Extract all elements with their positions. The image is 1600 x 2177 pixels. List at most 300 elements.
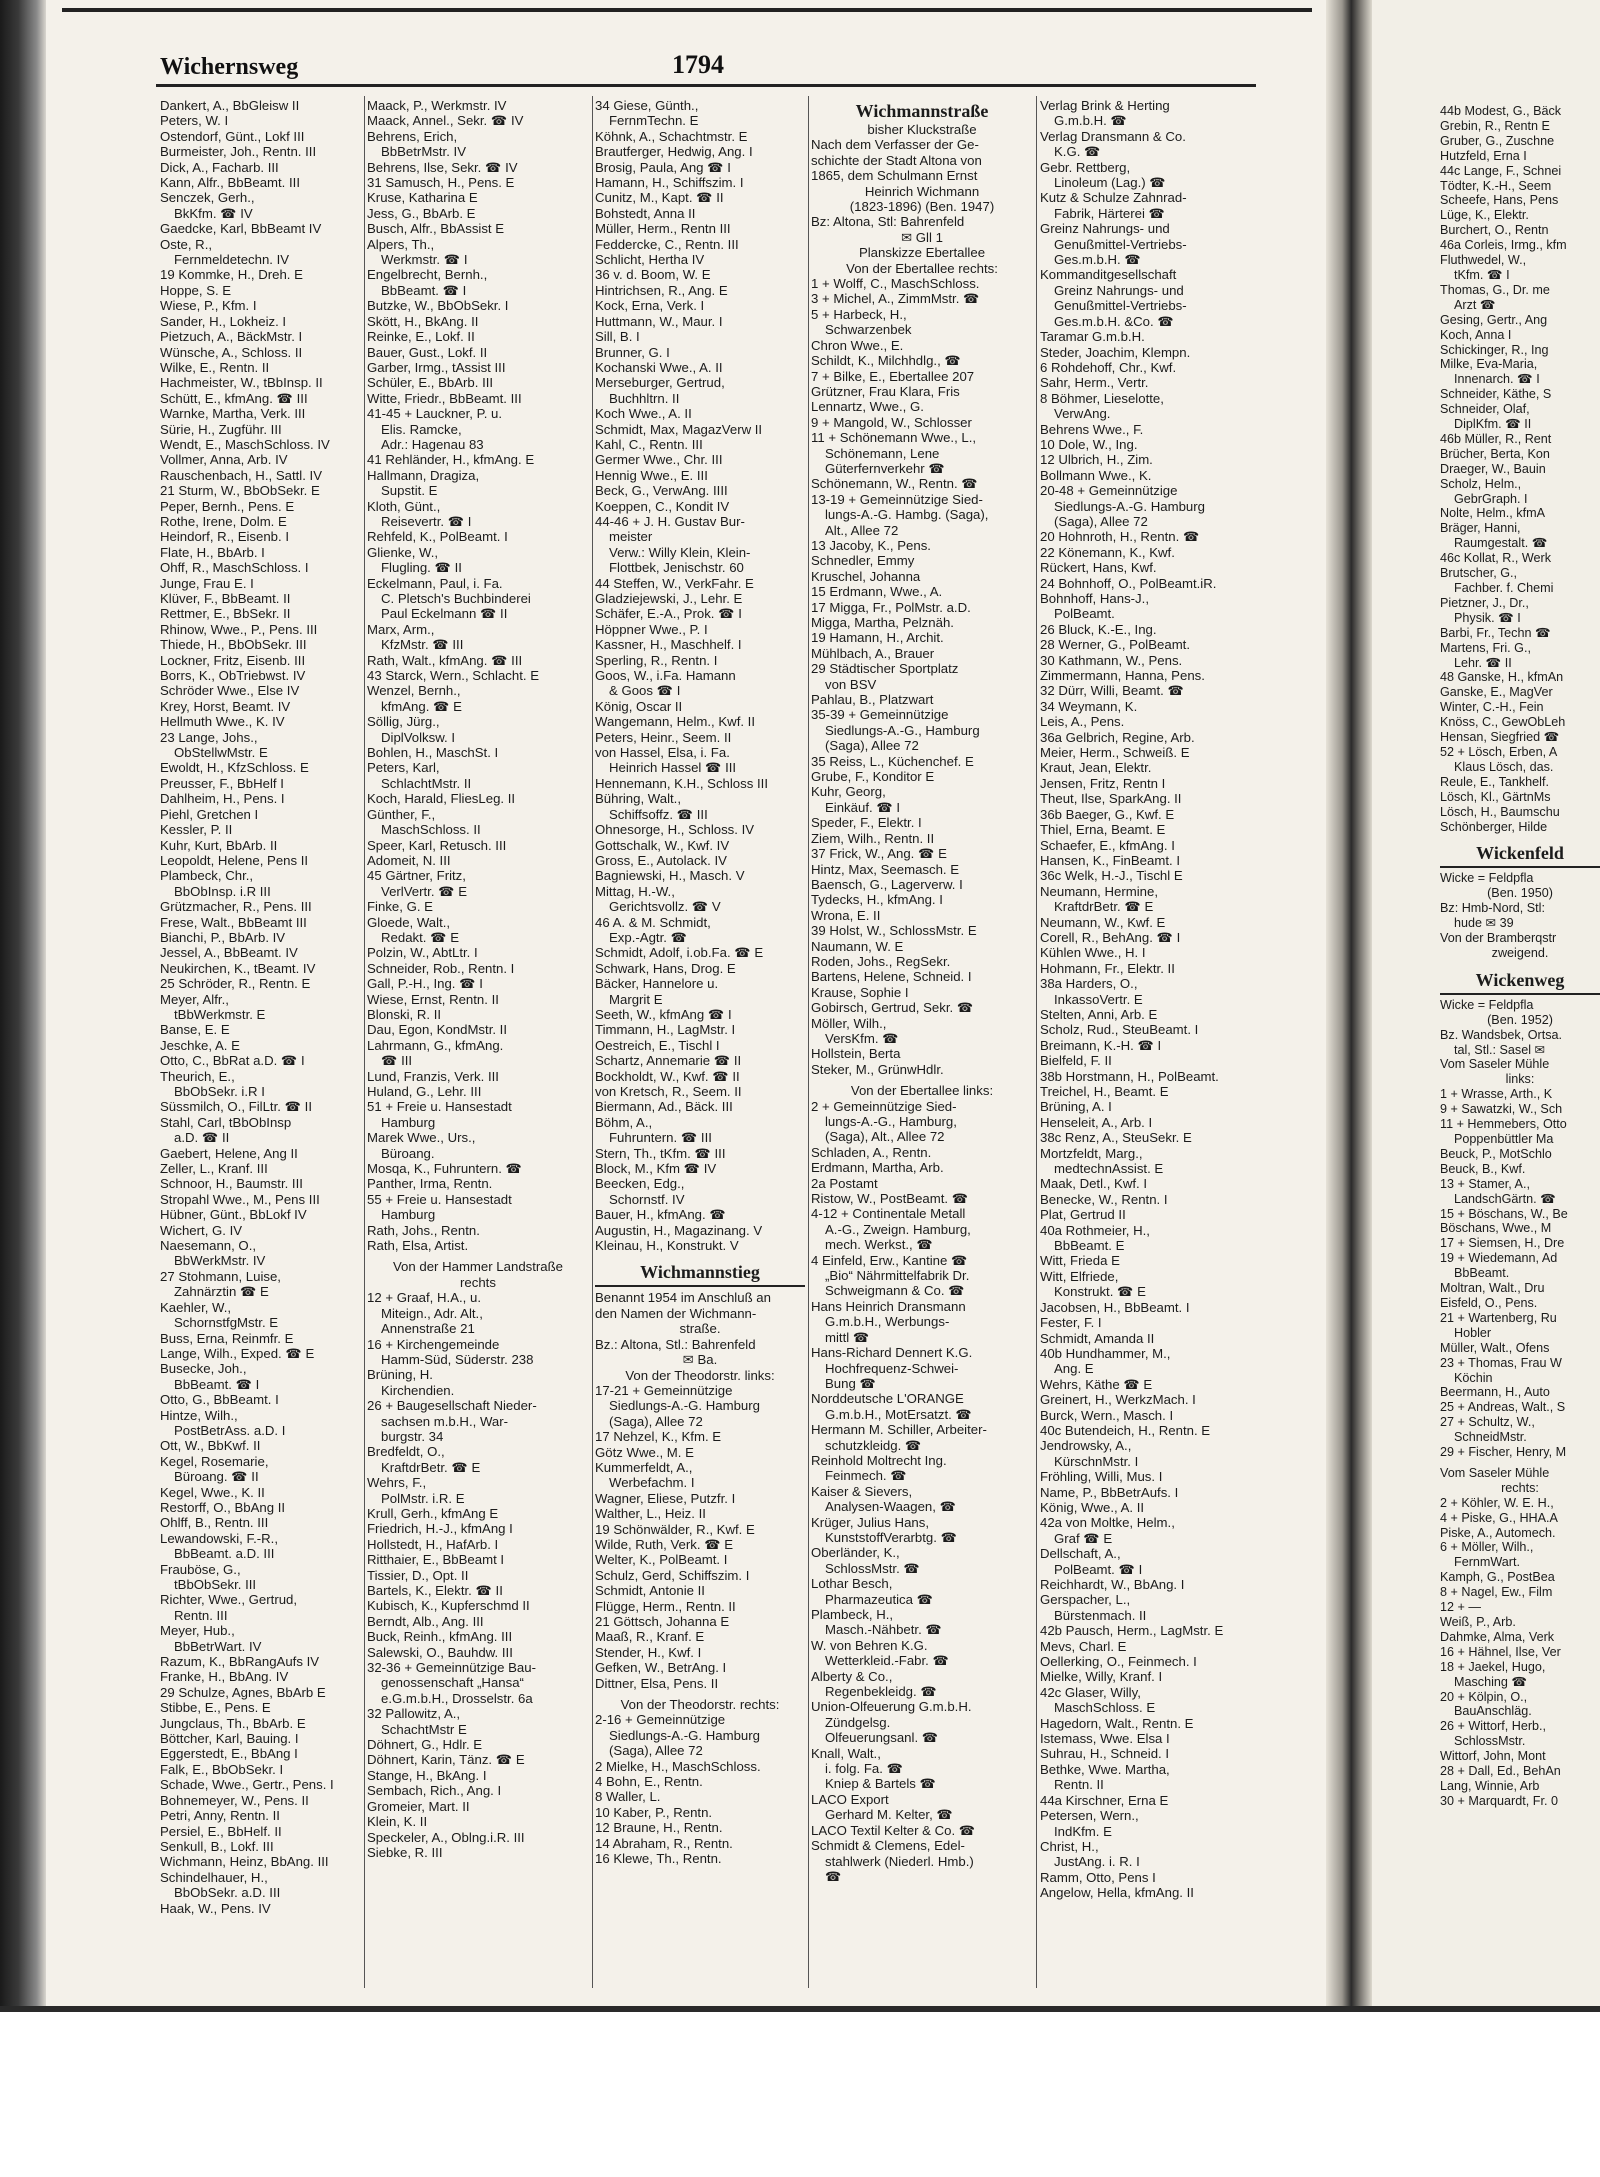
directory-entry: Tissier, D., Opt. II (367, 1567, 469, 1583)
directory-entry: 2 + Gemeinnützige Sied- (811, 1098, 957, 1114)
directory-entry: Frauböse, G., (160, 1561, 241, 1577)
directory-entry: Hamann, H., Schiffszim. I (595, 175, 744, 191)
directory-entry: Kuhr, Kurt, BbArb. II (160, 837, 278, 853)
directory-entry: Döhnert, G., Hdlr. E (367, 1737, 483, 1753)
directory-entry: schutzkleidg. ☎ (825, 1437, 922, 1453)
directory-entry: Ohnesorge, H., Schloss. IV (595, 822, 755, 838)
directory-entry: 55 + Freie u. Hansestadt (367, 1191, 512, 1207)
directory-entry: Ganske, E., MagVer (1440, 685, 1553, 700)
directory-entry: Welter, K., PolBeamt. I (595, 1552, 728, 1568)
directory-entry: Wilke, E., Rentn. II (160, 359, 270, 375)
directory-entry: Garber, Irmg., tAssist III (367, 359, 506, 375)
directory-entry: Vom Saseler Mühle (1440, 1465, 1550, 1480)
running-head-street: Wichernsweg (160, 54, 299, 80)
directory-entry: Ritthaier, E., BbBeamt I (367, 1552, 505, 1568)
directory-entry: Warnke, Martha, Verk. III (160, 406, 306, 422)
directory-entry: 40b Hundhammer, M., (1040, 1345, 1171, 1361)
directory-entry: 9 + Mangold, W., Schlosser (811, 414, 972, 430)
directory-entry: Block, M., Kfm ☎ IV (595, 1161, 717, 1177)
directory-entry: Bauer, H., kfmAng. ☎ (595, 1207, 726, 1223)
directory-entry: 30 Kathmann, W., Pens. (1040, 652, 1183, 668)
directory-entry: Petri, Anny, Rentn. II (160, 1808, 280, 1824)
directory-entry: Schlicht, Hertha IV (595, 252, 705, 268)
directory-entry: Bz: Hmb-Nord, Stl: (1440, 901, 1545, 916)
directory-entry: 28 Werner, G., PolBeamt. (1040, 637, 1191, 653)
directory-entry: KunststoffVerarbtg. ☎ (825, 1529, 958, 1545)
directory-entry: Zündgelsg. (825, 1714, 891, 1730)
directory-entry: Bühring, Walt., (595, 791, 681, 807)
directory-column-right-page (1440, 104, 1600, 1994)
directory-entry: Wicke = Feldpfla (1440, 871, 1534, 886)
directory-entry: 17-21 + Gemeinnützige (595, 1382, 733, 1398)
directory-entry: (Saga), Alt., Allee 72 (825, 1129, 945, 1145)
separator (1440, 993, 1600, 995)
directory-entry: 6 + Möller, Wilh., (1440, 1540, 1534, 1555)
directory-entry: Steker, M., GrünwHdlr. (811, 1061, 944, 1077)
directory-entry: Huland, G., Lehr. III (367, 1084, 482, 1099)
directory-entry: KfzMstr. ☎ III (381, 637, 464, 653)
directory-entry: (Saga), Allee 72 (1054, 513, 1148, 529)
directory-entry: Bz: Altona, Stl: Bahrenfeld (811, 214, 965, 230)
directory-entry: Speder, F., Elektr. I (811, 815, 922, 831)
directory-entry: Schwark, Hans, Drog. E (595, 960, 736, 976)
directory-entry: Borrs, K., ObTriebwst. IV (160, 668, 306, 684)
directory-entry: Leis, A., Pens. (1040, 714, 1125, 730)
directory-entry: Rettmer, E., BbSekr. II (160, 606, 291, 622)
directory-entry: kfmAng. ☎ E (381, 698, 462, 714)
directory-entry: Beck, G., VerwAng. IIII (595, 483, 728, 499)
directory-entry: Bockholdt, W., Kwf. ☎ II (595, 1068, 740, 1084)
directory-entry: Krull, Gerh., kfmAng E (367, 1505, 499, 1521)
directory-entry: 16 + Hähnel, Ilse, Ver (1440, 1644, 1561, 1659)
directory-entry: Hoppe, S. E (160, 282, 232, 298)
directory-entry: Hermann M. Schiller, Arbeiter- (811, 1422, 987, 1438)
directory-entry: Kuhr, Georg, (811, 784, 886, 800)
directory-entry: Fabrik, Härterei ☎ (1054, 205, 1165, 221)
directory-entry: Innenarch. ☎ I (1454, 372, 1540, 387)
directory-entry: 36 v. d. Boom, W. E (595, 267, 711, 283)
directory-entry: JustAng. i. R. I (1054, 1854, 1140, 1870)
directory-entry: Bielfeld, F. II (1040, 1053, 1112, 1069)
directory-entry: Peters, Karl, (367, 760, 440, 776)
directory-entry: Stern, Th., tKfm. ☎ III (595, 1145, 726, 1161)
directory-entry: i. folg. Fa. ☎ (825, 1761, 903, 1777)
directory-entry: 21 Sturm, W., BbObSekr. E (160, 483, 320, 499)
directory-entry: 24 Bohnhoff, O., PolBeamt.iR. (1040, 575, 1217, 591)
directory-entry: ✉ Gll 1 (901, 229, 943, 245)
directory-entry: Flottbek, Jenischstr. 60 (609, 560, 744, 576)
directory-entry: Greinz Nahrungs- und (1040, 221, 1170, 237)
directory-entry: LandschGärtn. ☎ (1454, 1191, 1556, 1206)
directory-entry: DiplVolksw. I (381, 729, 456, 745)
directory-entry: Lund, Franzis, Verk. III (367, 1068, 499, 1084)
directory-entry: Preusser, F., BbHelf I (160, 775, 284, 791)
directory-entry: Naumann, W. E (811, 938, 904, 954)
directory-entry: BbObInsp. i.R III (174, 883, 271, 899)
directory-entry: Lange, Wilh., Exped. ☎ E (160, 1345, 315, 1361)
directory-entry: 1 + Wolff, C., MaschSchloss. (811, 276, 980, 292)
directory-entry: 20-48 + Gemeinnützige (1040, 483, 1178, 499)
directory-entry: BauAnschläg. (1454, 1704, 1532, 1719)
directory-entry: Wittorf, John, Mont (1440, 1749, 1546, 1764)
directory-entry: Bohnhoff, Hans-J., (1040, 591, 1149, 606)
directory-entry: Benecke, W., Rentn. I (1040, 1191, 1168, 1207)
directory-entry: Krüger, Julius Hans, (811, 1514, 930, 1530)
directory-entry: Rothe, Irene, Dolm. E (160, 513, 287, 529)
directory-entry: 26 Bluck, K.-E., Ing. (1040, 621, 1157, 637)
directory-entry: Köchin (1454, 1370, 1493, 1385)
directory-entry: Olfeuerungsanl. ☎ (825, 1730, 939, 1746)
directory-entry: Adomeit, N. III (367, 852, 451, 868)
directory-entry: von Kretsch, R., Seem. II (595, 1084, 742, 1099)
directory-entry: Reule, E., Tankhelf. (1440, 774, 1549, 789)
directory-entry: 17 Migga, Fr., PolMstr. a.D. (811, 599, 971, 615)
directory-entry: Mielke, Willy, Kranf. I (1040, 1669, 1163, 1685)
directory-entry: Hobler (1454, 1325, 1492, 1340)
directory-entry: Bagniewski, H., Masch. V (595, 868, 745, 884)
directory-entry: Margrit E (609, 991, 663, 1007)
directory-entry: Von der Theodorstr. links: (625, 1367, 775, 1383)
directory-entry: Oberländer, K., (811, 1545, 900, 1561)
directory-entry: Schildt, K., Milchhdlg., ☎ (811, 353, 961, 369)
directory-entry: Gloede, Walt., (367, 914, 451, 930)
directory-entry: 52 + Lösch, Erben, A (1440, 744, 1558, 759)
directory-entry: Brutscher, G., (1440, 566, 1517, 581)
directory-entry: Kegel, Rosemarie, (160, 1453, 269, 1469)
directory-entry: Rath, Johs., Rentn. (367, 1222, 480, 1238)
directory-entry: Stange, H., BkAng. I (367, 1767, 487, 1783)
directory-entry: 17 + Siemsen, H., Dre (1440, 1236, 1565, 1251)
directory-entry: Baensch, G., Lagerverw. I (811, 876, 963, 892)
directory-entry: Müller, Herm., Rentn III (595, 221, 731, 237)
directory-entry: Sander, H., Lokheiz. I (160, 313, 287, 329)
directory-entry: Fuhruntern. ☎ III (609, 1130, 712, 1146)
directory-entry: Gruber, G., Zuschne (1440, 133, 1555, 148)
directory-entry: Bung ☎ (825, 1375, 876, 1391)
directory-entry: Meier, Herm., Schweiß. E (1040, 745, 1190, 761)
directory-entry: 22 Könemann, K., Kwf. (1040, 544, 1175, 560)
directory-entry: Ang. E (1054, 1361, 1094, 1377)
directory-entry: Schmidt & Clemens, Edel- (811, 1838, 965, 1854)
directory-entry: Jensen, Fritz, Rentn I (1040, 775, 1166, 791)
directory-entry: 40a Rothmeier, H., (1040, 1222, 1150, 1238)
directory-entry: BkKfm. ☎ IV (174, 205, 253, 221)
directory-entry: Kahl, C., Rentn. III (595, 436, 703, 452)
directory-entry: Siebke, R. III (367, 1844, 443, 1860)
directory-entry: Elis. Ramcke, (381, 421, 462, 437)
directory-entry: (Saga), Allee 72 (825, 738, 919, 754)
directory-entry: Gaedcke, Karl, BbBeamt IV (160, 221, 322, 237)
directory-entry: Hutzfeld, Erna I (1440, 148, 1527, 163)
directory-entry: 2-16 + Gemeinnützige (595, 1712, 726, 1728)
directory-entry: 34 Giese, Günth., (595, 98, 699, 113)
directory-entry: (Ben. 1952) (1487, 1012, 1553, 1027)
directory-entry: Verlag Brink & Herting (1040, 98, 1170, 113)
directory-entry: Annenstraße 21 (381, 1321, 475, 1337)
directory-entry: Rath, Walt., kfmAng. ☎ III (367, 652, 523, 668)
directory-entry: Weiß, P., Arb. (1440, 1615, 1516, 1629)
directory-entry: Bohlen, H., MaschSt. I (367, 745, 499, 761)
directory-entry: Büroang. ☎ II (174, 1469, 259, 1485)
directory-entry: Koch, Anna I (1440, 327, 1512, 342)
directory-entry: Stahl, Carl, tBbObInsp (160, 1114, 292, 1130)
directory-entry: Vom Saseler Mühle (1440, 1057, 1550, 1072)
directory-entry: Plambeck, Chr., (160, 868, 254, 884)
directory-entry: Jungclaus, Th., BbArb. E (160, 1715, 306, 1731)
directory-entry: Grube, F., Konditor E (811, 769, 935, 785)
directory-entry: Eckelmann, Paul, i. Fa. (367, 575, 503, 591)
directory-entry: 10 Dole, W., Ing. (1040, 436, 1138, 452)
directory-entry: DiplKfm. ☎ II (1454, 417, 1532, 432)
directory-entry: 42b Pausch, Herm., LagMstr. E (1040, 1623, 1224, 1639)
directory-entry: 2a Postamt (811, 1175, 878, 1191)
street-heading: Wichmannstraße (855, 101, 989, 121)
directory-entry: Tydecks, H., kfmAng. I (811, 892, 943, 908)
directory-entry: Brüning, H. (367, 1367, 433, 1383)
directory-entry: Huttmann, W., Maur. I (595, 313, 723, 329)
directory-entry: Otto, C., BbRat a.D. ☎ I (160, 1053, 305, 1069)
directory-entry: Schiffsoffz. ☎ III (609, 806, 708, 822)
directory-entry: 5 + Harbeck, H., (811, 306, 907, 322)
directory-entry: Bräger, Hanni, (1440, 521, 1521, 536)
directory-entry: Rhinow, Wwe., P., Pens. III (160, 621, 318, 637)
directory-entry: Siedlungs-A.-G., Hamburg (825, 722, 980, 738)
directory-entry: 19 Hamann, H., Archit. (811, 630, 944, 646)
directory-entry: Exp.-Agtr. ☎ (609, 929, 687, 945)
directory-entry: 9 + Sawatzki, W., Sch (1440, 1102, 1563, 1117)
directory-entry: 27 Stohmann, Luise, (160, 1268, 281, 1284)
directory-entry: Gaebert, Helene, Ang II (160, 1145, 298, 1161)
directory-entry: 37 Frick, W., Ang. ☎ E (811, 846, 947, 862)
directory-entry: KürschnMstr. I (1054, 1453, 1139, 1469)
directory-entry: Biermann, Ad., Bäck. III (595, 1099, 733, 1115)
directory-entry: Witt, Frieda E (1040, 1253, 1120, 1269)
directory-entry: Schröder Wwe., Else IV (160, 683, 300, 699)
directory-entry: Hans Heinrich Dransmann (811, 1298, 966, 1314)
directory-entry: BbWerkMstr. IV (174, 1253, 266, 1269)
directory-entry: Von der Hammer Landstraße (392, 1259, 564, 1275)
directory-entry: rechts (460, 1274, 496, 1290)
directory-entry: Kaiser & Sievers, (811, 1483, 913, 1499)
directory-entry: Busch, Alfr., BbAssist E (367, 221, 505, 237)
directory-entry: Hamburg (381, 1207, 436, 1223)
directory-entry: Von der Ebertallee links: (850, 1083, 994, 1099)
directory-entry: Gall, P.-H., Ing. ☎ I (367, 976, 483, 992)
directory-entry: Lewandowski, F.-R., (160, 1530, 278, 1546)
directory-entry: Döhnert, Karin, Tänz. ☎ E (367, 1752, 525, 1768)
directory-entry: Beuck, B., Kwf. (1440, 1161, 1526, 1176)
directory-entry: Lüge, K., Elektr. (1440, 208, 1529, 223)
directory-entry: PolMstr. i.R. E (381, 1490, 465, 1506)
directory-entry: Barbi, Fr., Techn ☎ (1440, 625, 1551, 640)
directory-entry: Tödter, K.-H., Seem (1440, 178, 1552, 193)
directory-entry: Böhm, A., (595, 1114, 653, 1130)
directory-entry: Henseleit, A., Arb. I (1040, 1114, 1153, 1130)
directory-entry: Dittner, Elsa, Pens. II (595, 1675, 719, 1691)
directory-entry: BbBetrWart. IV (174, 1638, 262, 1654)
directory-entry: Name, P., BbBetrAufs. I (1040, 1484, 1179, 1500)
directory-entry: Kann, Alfr., BbBeamt. III (160, 175, 301, 191)
directory-entry: Arzt ☎ (1454, 297, 1496, 312)
directory-entry: FernmWart. (1454, 1555, 1521, 1570)
directory-entry: Schüler, E., BbArb. III (367, 375, 494, 391)
directory-entry: Schneider, Rob., Rentn. I (367, 960, 515, 976)
directory-entry: Söllig, Jürg., (367, 714, 440, 730)
directory-entry: Bredfeldt, O., (367, 1444, 445, 1460)
directory-entry: Speckeler, A., Oblng.i.R. III (367, 1829, 525, 1845)
directory-entry: 35-39 + Gemeinnützige (811, 707, 949, 723)
directory-entry: Gladziejewski, J., Lehr. E (595, 591, 743, 606)
directory-entry: Kommanditgesellschaft (1040, 267, 1177, 283)
directory-entry: Neumann, W., Kwf. E (1040, 914, 1166, 930)
directory-entry: Hintze, Wilh., (160, 1407, 238, 1423)
directory-entry: KraftdrBetr. ☎ E (381, 1459, 481, 1475)
directory-entry: 43 Starck, Wern., Schlacht. E (367, 668, 539, 684)
directory-entry: 17 Nehzel, K., Kfm. E (595, 1429, 722, 1445)
directory-entry: Lösch, H., Baumschu (1440, 804, 1560, 819)
directory-entry: Bz.: Altona, Stl.: Bahrenfeld (595, 1336, 756, 1352)
directory-entry: Treichel, H., Beamt. E (1040, 1084, 1169, 1099)
directory-entry: 12 Braune, H., Rentn. (595, 1820, 723, 1836)
directory-entry: ObStellwMstr. E (174, 745, 268, 761)
directory-entry: 32 Dürr, Willi, Beamt. ☎ (1040, 683, 1184, 699)
scan-bottom-edge (0, 2006, 1600, 2012)
directory-entry: Götz Wwe., M. E (595, 1444, 694, 1460)
directory-entry: Kraut, Jean, Elektr. (1040, 760, 1152, 776)
directory-entry: 36a Gelbrich, Regine, Arb. (1040, 729, 1195, 745)
directory-entry: Jacobsen, H., BbBeamt. I (1040, 1299, 1190, 1315)
directory-entry: Gefken, W., BetrAng. I (595, 1660, 727, 1676)
directory-entry: Thiede, H., BbObSekr. III (160, 637, 307, 653)
directory-entry: Klüver, F., BbBeamt. II (160, 591, 291, 606)
directory-entry: von Hassel, Elsa, i. Fa. (595, 745, 730, 761)
separator (1440, 834, 1600, 840)
directory-entry: 30 + Marquardt, Fr. 0 (1440, 1793, 1558, 1808)
directory-entry: 34 Weymann, K. (1040, 698, 1138, 714)
directory-entry: IndKfm. E (1054, 1823, 1112, 1839)
directory-entry: König, Oscar II (595, 698, 683, 714)
directory-entry: Wehrs, Käthe ☎ E (1040, 1376, 1153, 1392)
directory-entry: Ristow, W., PostBeamt. ☎ (811, 1191, 969, 1207)
directory-entry: Scholz, Helm., (1440, 476, 1522, 491)
directory-entry: Schütt, E., kfmAng. ☎ III (160, 390, 308, 406)
directory-entry: Schneider, Käthe, S (1440, 387, 1552, 402)
directory-entry: Timmann, H., LagMstr. I (595, 1022, 736, 1038)
directory-entry: 39 Holst, W., SchlossMstr. E (811, 923, 977, 939)
directory-entry: Wetterkleid.-Fabr. ☎ (825, 1653, 949, 1669)
directory-entry: Marx, Arm., (367, 621, 435, 637)
directory-entry: Zahnärztin ☎ E (174, 1284, 269, 1300)
directory-entry: FernmTechn. E (609, 113, 699, 129)
directory-entry: Werkmstr. ☎ I (381, 252, 468, 268)
directory-entry: VerlVertr. ☎ E (381, 883, 468, 899)
directory-entry: SchornstfgMstr. E (174, 1315, 279, 1331)
directory-entry: Gerichtsvollz. ☎ V (609, 899, 721, 915)
directory-entry: Stropahl Wwe., M., Pens III (160, 1191, 320, 1207)
directory-entry: Wiese, P., Kfm. I (160, 298, 257, 314)
directory-entry: Dahmke, Alma, Verk (1440, 1629, 1555, 1644)
directory-entry: Pietzner, J., Dr., (1440, 595, 1529, 610)
directory-entry: Schmidt, Max, MagazVerw II (595, 421, 763, 437)
directory-entry: Heinrich Hassel ☎ III (609, 760, 737, 776)
directory-entry: e.G.m.b.H., Drosselstr. 6a (381, 1690, 533, 1706)
directory-entry: Hennig Wwe., E. III (595, 467, 708, 483)
directory-entry: Maak, Detl., Kwf. I (1040, 1176, 1147, 1192)
directory-entry: Schladen, A., Rentn. (811, 1144, 932, 1160)
directory-entry: Mittag, H.-W., (595, 883, 675, 899)
directory-entry: 25 + Andreas, Walt., S (1440, 1400, 1566, 1415)
directory-entry: Schindelhauer, H., (160, 1869, 268, 1885)
directory-entry: Angelow, Hella, kfmAng. II (1040, 1885, 1194, 1901)
directory-entry: 19 Schönwälder, R., Kwf. E (595, 1521, 755, 1537)
directory-entry: Busecke, Joh., (160, 1361, 247, 1377)
directory-entry: 46 A. & M. Schmidt, (595, 914, 711, 930)
directory-entry: Kubisch, K., Kupferschmd II (367, 1598, 530, 1614)
directory-entry: Pharmazeutica ☎ (825, 1591, 934, 1607)
directory-entry: Migga, Martha, Pelznäh. (811, 615, 954, 630)
directory-entry: Razum, K., BbRangAufs IV (160, 1654, 320, 1670)
directory-entry: G.m.b.H., MotErsatzt. ☎ (825, 1406, 972, 1422)
directory-entry: Miteign., Adr. Alt., (381, 1305, 483, 1321)
directory-entry: Kühlen Wwe., H. I (1040, 945, 1146, 961)
directory-entry: InkassoVertr. E (1054, 991, 1143, 1007)
directory-entry: Schäfer, E.-A., Prok. ☎ I (595, 606, 742, 622)
column-divider (592, 96, 593, 1988)
directory-entry: Wrona, E. II (811, 907, 881, 923)
directory-entry: Ostendorf, Günt., Lokf III (160, 128, 305, 144)
directory-entry: Bianchi, P., BbArb. IV (160, 929, 286, 945)
directory-entry: Glienke, W., (367, 544, 439, 560)
directory-entry: Reichhardt, W., BbAng. I (1040, 1577, 1185, 1592)
directory-entry: Kummerfeldt, A., (595, 1459, 693, 1475)
directory-entry: KraftdrBetr. ☎ E (1054, 899, 1154, 915)
directory-entry: Schnoor, H., Baumstr. III (160, 1176, 303, 1192)
directory-entry: 20 Hohnroth, H., Rentn. ☎ (1040, 529, 1200, 545)
directory-entry: Behrens, Erich, (367, 128, 458, 144)
directory-entry: Lennartz, Wwe., G. (811, 399, 924, 415)
directory-entry: Fluthwedel, W., (1440, 253, 1527, 268)
directory-entry: Grützner, Frau Klara, Fris (811, 383, 960, 399)
directory-entry: Buck, Reinh., kfmAng. III (367, 1629, 513, 1645)
directory-entry: Ohlff, B., Rentn. III (160, 1515, 269, 1531)
directory-entry: links: (1505, 1072, 1535, 1087)
directory-entry: rechts: (1501, 1480, 1539, 1495)
directory-entry: Merseburger, Gertrud, (595, 375, 725, 391)
directory-entry: Physik. ☎ I (1454, 610, 1521, 625)
directory-entry: 46b Müller, R., Rent (1440, 431, 1552, 446)
directory-entry: 15 + Böschans, W., Be (1440, 1206, 1568, 1221)
directory-entry: Fachber. f. Chemi (1454, 581, 1554, 595)
directory-entry: Von der Ebertallee rechts: (846, 260, 998, 276)
directory-entry: 41 Rehländer, H., kfmAng. E (367, 452, 535, 468)
directory-entry: Cunitz, M., Kapt. ☎ II (595, 190, 724, 206)
directory-entry: Rauschenbach, H., Sattl. IV (160, 467, 322, 483)
directory-entry: 36b Baeger, G., Kwf. E (1040, 806, 1175, 822)
directory-entry: 44b Modest, G., Bäck (1440, 104, 1562, 118)
directory-entry: Engelbrecht, Bernh., (367, 267, 488, 283)
directory-entry: Eisfeld, O., Pens. (1440, 1295, 1538, 1310)
directory-entry: Schartz, Annemarie ☎ II (595, 1053, 742, 1069)
directory-entry: Brunner, G. I (595, 344, 670, 360)
directory-entry: Roden, Johs., RegSekr. (811, 953, 951, 969)
directory-entry: Suhrau, H., Schneid. I (1040, 1746, 1170, 1762)
directory-entry: Witt, Elfriede, (1040, 1268, 1119, 1284)
directory-entry: Speer, Karl, Retusch. III (367, 837, 507, 853)
directory-entry: SchlossMstr. ☎ (825, 1560, 920, 1576)
directory-entry: Einkäuf. ☎ I (825, 799, 901, 815)
directory-entry: 14 Abraham, R., Rentn. (595, 1835, 733, 1851)
directory-entry: Rentn. II (1054, 1777, 1104, 1793)
